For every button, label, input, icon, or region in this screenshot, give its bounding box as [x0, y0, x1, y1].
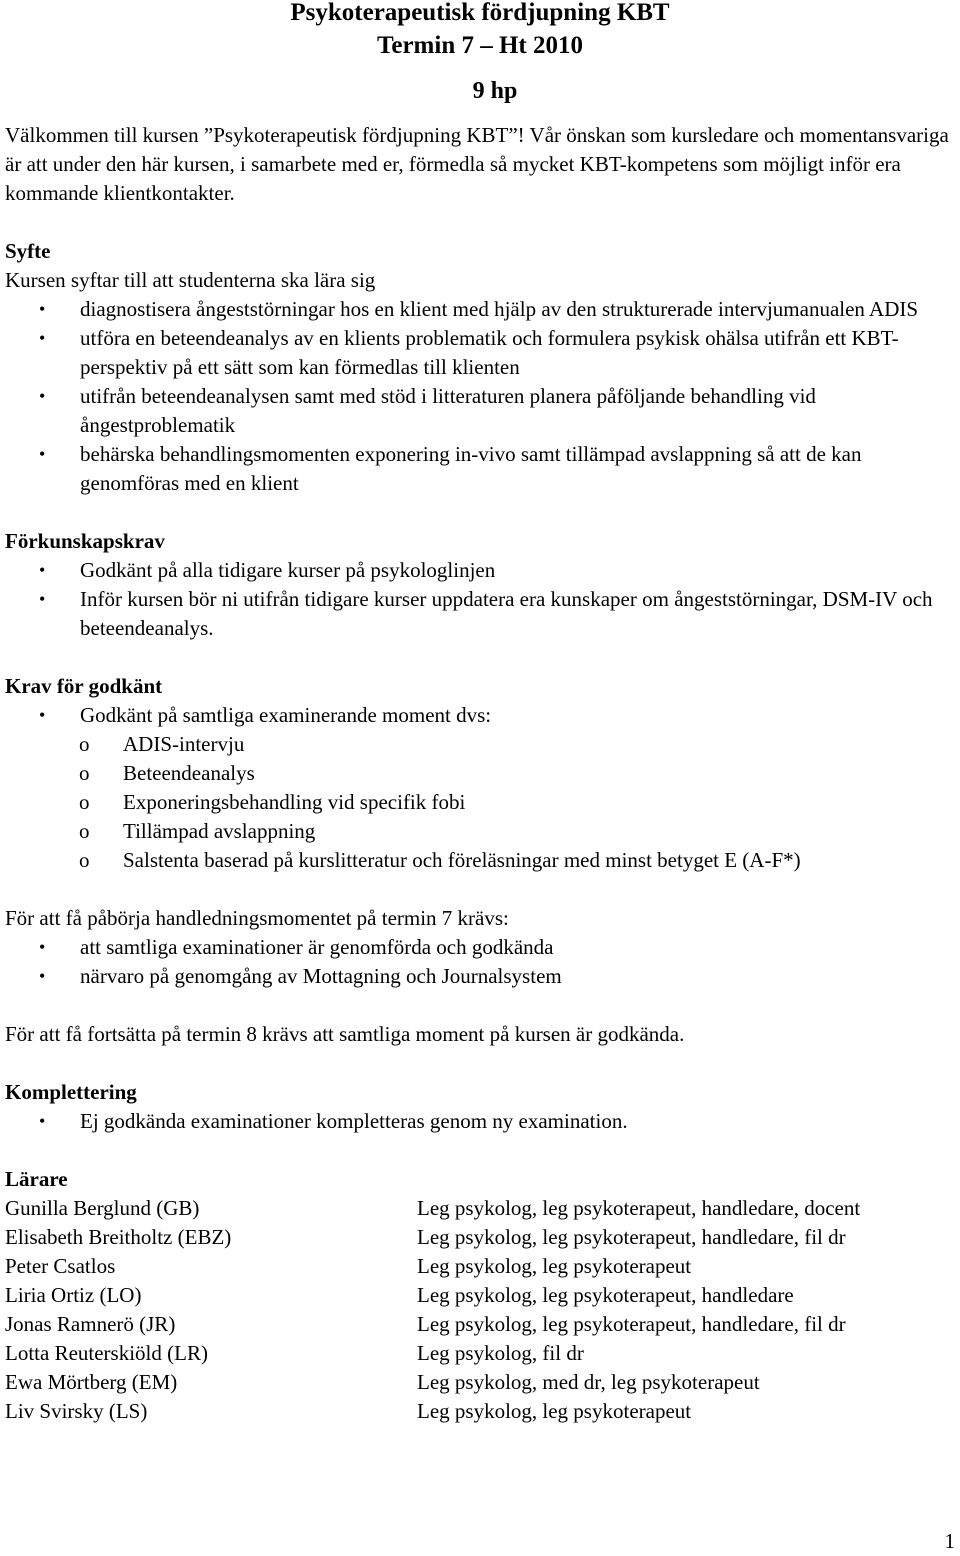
list-item: • utföra en beteendeanalys av en klients problematik och formulera psykisk ohälsa utifrån ett KBT-perspektiv på ett sätt som kan förmedlas till klienten — [5, 324, 955, 382]
list-item: • Inför kursen bör ni utifrån tidigare kurser uppdatera era kunskaper om ångeststörningar, DSM-IV och beteendeanalys. — [5, 585, 955, 643]
document-page — [5, 0, 955, 1426]
teacher-title: Leg psykolog, leg psykoterapeut, handledare, fil dr — [417, 1225, 846, 1249]
sub-list-item: o Exponeringsbehandling vid specifik fobi — [5, 788, 955, 817]
teacher-name: Elisabeth Breitholtz (EBZ) — [5, 1225, 232, 1249]
sub-list-item: o Beteendeanalys — [5, 759, 955, 788]
sub-list-item: o Salstenta baserad på kurslitteratur och föreläsningar med minst betyget E (A-F*) — [5, 846, 955, 875]
teacher-title: Leg psykolog, leg psykoterapeut — [417, 1399, 692, 1423]
page-number: 1 — [944, 1529, 955, 1553]
teacher-title: Leg psykolog, leg psykoterapeut, handledare, fil dr — [417, 1312, 846, 1336]
teacher-name: Lotta Reuterskiöld (LR) — [5, 1341, 208, 1365]
termin8-paragraph: För att få fortsätta på termin 8 krävs att samtliga moment på kursen är godkända. — [5, 1022, 685, 1046]
teacher-name: Gunilla Berglund (GB) — [5, 1196, 200, 1220]
section-heading: Krav för godkänt — [5, 674, 163, 698]
teacher-name: Ewa Mörtberg (EM) — [5, 1370, 178, 1394]
list-item: • diagnostisera ångeststörningar hos en klient med hjälp av den strukturerade intervjumanualen ADIS — [5, 295, 955, 324]
teacher-title: Leg psykolog, leg psykoterapeut — [417, 1254, 692, 1278]
bullet-list — [5, 933, 955, 991]
teacher-name: Peter Csatlos — [5, 1254, 116, 1278]
section-heading: Lärare — [5, 1167, 68, 1191]
teacher-table — [5, 1194, 955, 1426]
teacher-name: Liria Ortiz (LO) — [5, 1283, 142, 1307]
list-item: • Godkänt på samtliga examinerande moment dvs: — [5, 701, 955, 730]
teacher-title: Leg psykolog, leg psykoterapeut, handledare — [417, 1283, 794, 1307]
section-lead: För att få påbörja handledningsmomentet på termin 7 krävs: — [5, 906, 509, 930]
sub-list-item: o Tillämpad avslappning — [5, 817, 955, 846]
document-term: Termin 7 – Ht 2010 — [376, 32, 584, 59]
section-syfte — [5, 237, 955, 498]
teacher-name: Liv Svirsky (LS) — [5, 1399, 148, 1423]
bullet-list — [5, 295, 955, 498]
section-handledning — [5, 904, 955, 991]
section-heading: Komplettering — [5, 1080, 137, 1104]
sub-list-item: o ADIS-intervju — [5, 730, 955, 759]
section-heading: Syfte — [5, 239, 51, 263]
bullet-list — [5, 701, 955, 730]
list-item: • att samtliga examinationer är genomförda och godkända — [5, 933, 955, 962]
bullet-list — [5, 556, 955, 643]
list-item: • Godkänt på alla tidigare kurser på psykologlinjen — [5, 556, 955, 585]
section-komplettering — [5, 1078, 955, 1136]
section-lead: Kursen syftar till att studenterna ska lära sig — [5, 268, 376, 292]
intro-paragraph: Välkommen till kursen ”Psykoterapeutisk fördjupning KBT”! Vår önskan som kursledare och momentansvariga är att under den här kursen, i samarbete med er, förmedla så mycket KBT-kompetens som möjligt inför era kommande klientkontakter. — [5, 123, 949, 205]
teacher-title: Leg psykolog, fil dr — [417, 1341, 584, 1365]
sub-list — [5, 730, 955, 875]
list-item: • närvaro på genomgång av Mottagning och Journalsystem — [5, 962, 955, 991]
teacher-title: Leg psykolog, leg psykoterapeut, handledare, docent — [417, 1196, 861, 1220]
document-title: Psykoterapeutisk fördjupning KBT — [290, 0, 670, 26]
section-krav — [5, 672, 955, 875]
list-item: • behärska behandlingsmomenten exponering in-vivo samt tillämpad avslappning så att de kan genomföras med en klient — [5, 440, 955, 498]
document-credits: 9 hp — [472, 78, 518, 104]
teacher-title: Leg psykolog, med dr, leg psykoterapeut — [417, 1370, 760, 1394]
section-larare — [5, 1165, 955, 1426]
teacher-name: Jonas Ramnerö (JR) — [5, 1312, 176, 1336]
list-item: • Ej godkända examinationer kompletteras genom ny examination. — [5, 1107, 955, 1136]
bullet-list — [5, 1107, 955, 1136]
list-item: • utifrån beteendeanalysen samt med stöd i litteraturen planera påföljande behandling vid ångestproblematik — [5, 382, 955, 440]
section-forkunskapskrav — [5, 527, 955, 643]
section-heading: Förkunskapskrav — [5, 529, 165, 553]
